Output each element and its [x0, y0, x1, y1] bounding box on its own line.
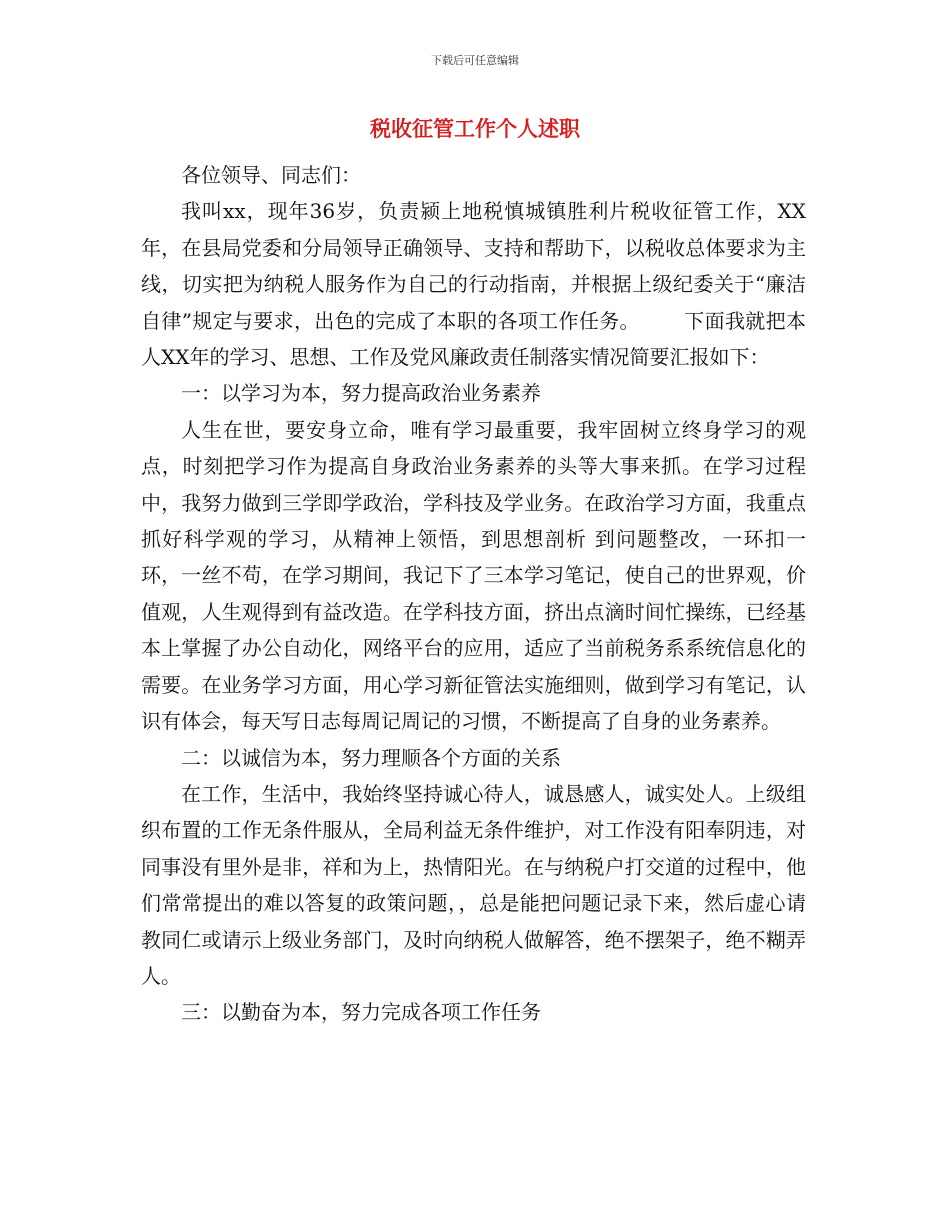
header-note: 下载后可任意编辑	[431, 54, 519, 67]
section-1-heading: 一：以学习为本，努力提高政治业务素养	[181, 381, 541, 406]
section-2-heading: 二：以诚信为本，努力理顺各个方面的关系	[181, 745, 561, 770]
salutation: 各位领导、同志们：	[181, 163, 361, 187]
section-1-paragraph: 人生在世，要安身立命，唯有学习最重要，我牢固树立终身学习的观点，时刻把学习作为提高自身政治业务素养的头等大事来抓。在学习过程中，我努力做到三学即学政治，学科技及学业务。在政治学习方面，我重点抓好科学观的学习，从精神上领悟，到思想剖析 到问题整改，一环扣一环，一丝不苟，在学习期间，我记下了三本学习笔记，使自己的世界观，价值观，人生观得到有益改造。在学科技方面，挤出点滴时间忙操练，已经基本上掌握了办公自动化，网络平台的应用，适应了当前税务系系统信息化的需要。在业务学习方面，用心学习新征管法实施细则，做到学习有笔记，认识有体会，每天写日志每周记周记的习惯，不断提高了自身的业务素养。	[141, 417, 806, 734]
intro-text-continued: 下面我就把本人XX年的学习、思想、工作及党风廉政责任制落实情况简要汇报如下：	[141, 308, 806, 370]
section-3-heading: 三：以勤奋为本，努力完成各项工作任务	[181, 1000, 541, 1025]
document-title: 税收征管工作个人述职	[370, 117, 580, 141]
section-2-paragraph: 在工作，生活中，我始终坚持诚心待人，诚恳感人，诚实处人。上级组织布置的工作无条件服从，全局利益无条件维护，对工作没有阳奉阴违，对同事没有里外是非，祥和为上，热情阳光。在与纳税户打交道的过程中，他们常常提出的难以答复的政策问题，，总是能把问题记录下来，然后虚心请教同仁或请示上级业务部门，及时向纳税人做解答，绝不摆架子，绝不糊弄人。	[141, 781, 806, 988]
intro-paragraph	[141, 193, 806, 375]
document-body	[141, 157, 806, 1031]
intro-text: 我叫xx，现年36岁，负责颍上地税慎城镇胜利片税收征管工作，XX年，在县局党委和分局领导正确领导、支持和帮助下，以税收总体要求为主线，切实把为纳税人服务作为自己的行动指南，并根据上级纪委关于“廉洁自律”规定与要求，出色的完成了本职的各项工作任务。	[141, 199, 806, 333]
